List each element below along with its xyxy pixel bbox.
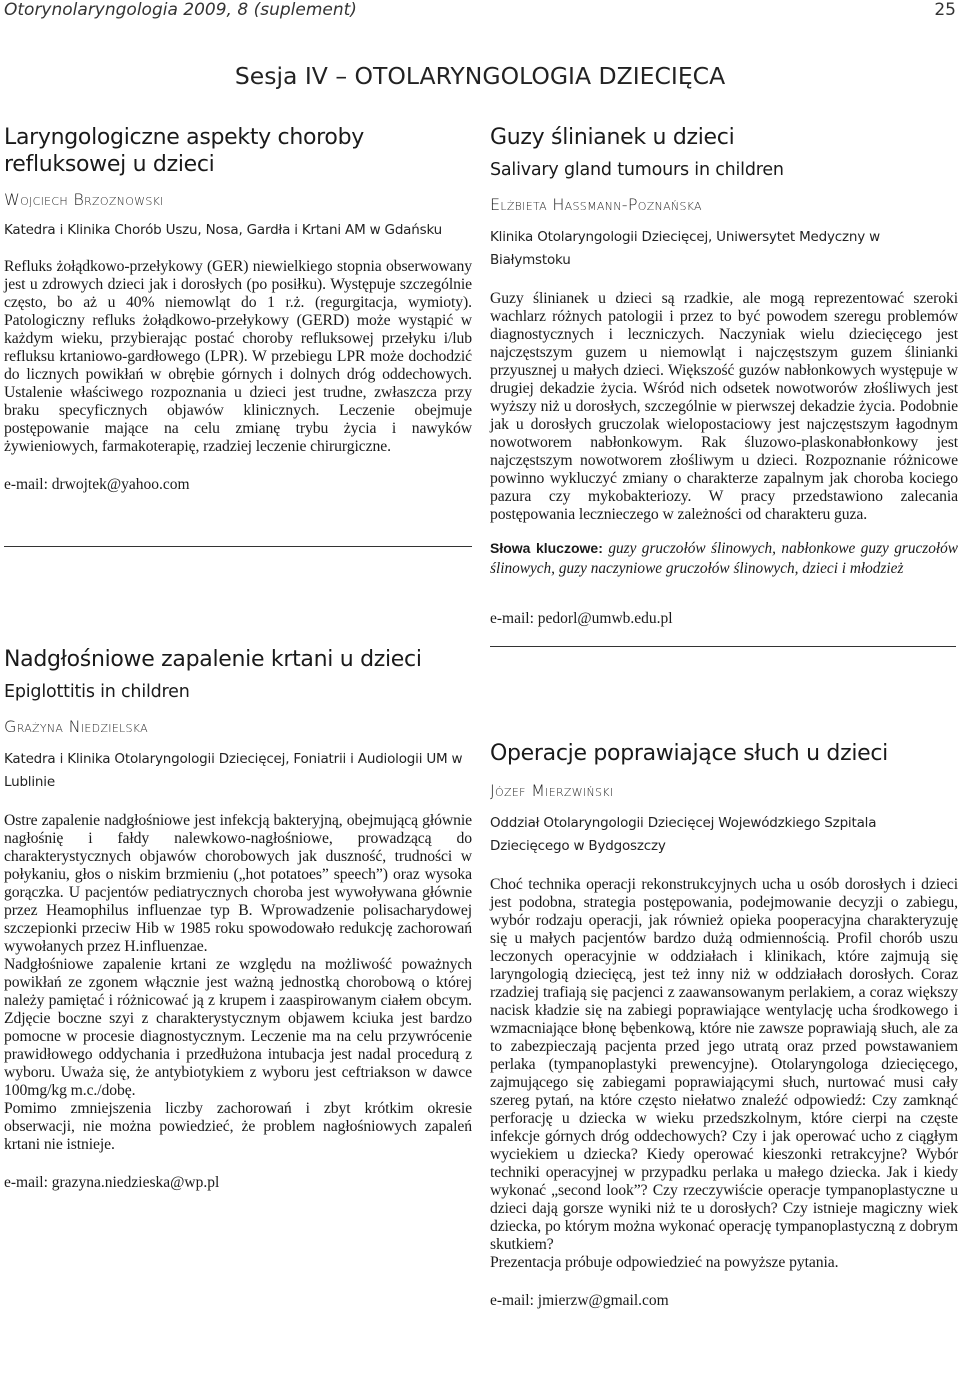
author-email: e-mail: drwojtek@yahoo.com (4, 476, 190, 493)
article-abstract (4, 258, 472, 456)
article-abstract (490, 876, 958, 1272)
abstract-paragraph: Refluks żołądkowo-przełykowy (GER) niewielkiego stopnia obserwowany jest u zdrowych dzieci jak i dorosłych (po posiłku). Występuje szczególnie często, bo aż u 40% niemowląt do 1 r.ż. (regurgitacja, wymioty). Patologiczny refluks żołądkowo-przełykowy (GERD) może wystąpić w każdym wieku, przybierając postać choroby refluksowej przełyku i/lub refluksu krtaniowo-gardłowego (LPR). W przebiegu LPR może dochodzić do licznych powikłań w obrębie górnych i dolnych dróg oddechowych. Ustalenie właściwego rozpoznania u dzieci jest trudne, zwłaszcza przy braku specyficznych objawów klinicznych. Leczenie obejmuje postępowanie mające na celu zmianę trybu życia i nawyków żywieniowych, farmakoterapię, rzadziej leczenie chirurgiczne. (4, 258, 472, 455)
article-title: Nadgłośniowe zapalenie krtani u dzieci (4, 647, 422, 672)
journal-citation: Otorynolaryngologia 2009, 8 (suplement) (4, 0, 357, 20)
keywords-label: Słowa kluczowe: (490, 540, 603, 556)
article-title: Laryngologiczne aspekty choroby refluksowej u dzieci (4, 125, 364, 177)
session-heading: Sesja IV – OTOLARYNGOLOGIA DZIECIĘCA (234, 62, 726, 90)
article-abstract (4, 812, 472, 1154)
article-epiglottitis (4, 646, 472, 1192)
article-english-title: Epiglottitis in children (4, 682, 190, 702)
article-author: Wojciech Brzoznowski (4, 190, 164, 209)
article-author: Elżbieta Hassmann-Poznańska (490, 195, 702, 214)
article-affiliation: Klinika Otolaryngologii Dziecięcej, Uniwersytet Medyczny w Białymstoku (490, 229, 880, 268)
article-hearing-surgery (490, 740, 958, 1310)
article-title: Guzy ślinianek u dzieci (490, 125, 735, 150)
running-header (0, 0, 960, 26)
article-divider (490, 646, 956, 647)
abstract-paragraph: Nadgłośniowe zapalenie krtani ze względu na możliwość poważnych powikłań ze zgonem włącznie jest ważną jednostką chorobową o której należy pamiętać i różnicować ją z krupem i zaaspirowanym ciałem obcym. Zdjęcie boczne szyi z charakterystycznym objawem kciuka jest bardzo pomocne w procesie diagnostycznym. Leczenie ma na celu przywrócenie prawidłowego oddychania i przedłużona intubacja jest nadal procedurą z wyboru. Uważa się, że antybiotykiem z wyboru jest ceftriakson w dawce 100mg/kg m.c./dobę. (4, 956, 472, 1099)
article-keywords (490, 538, 958, 579)
article-salivary (490, 124, 958, 579)
abstract-paragraph: Prezentacja próbuje odpowiedzieć na powyższe pytania. (490, 1254, 839, 1271)
abstract-paragraph: Ostre zapalenie nadgłośniowe jest infekcją bakteryjną, obejmującą głównie nagłośnię i fałdy nalewkowo-nagłośniowe, prowadzącą do charakterystycznych objawów chorobowych jak duszność, trudności w połykaniu, głos o niskim brzmieniu („hot potatoes” speech”) oraz wysoka gorączka. U pacjentów pediatrycznych choroba jest wywoływana głównie przez Heamophilus influenzae typ B. Wprowadzenie polisacharydowej szczepionki przeciw Hib w 1985 roku spowodowało redukcję zachorowań wywołanych przez H.influenzae. (4, 812, 472, 955)
author-email: e-mail: jmierzw@gmail.com (490, 1292, 669, 1309)
abstract-paragraph: Guzy ślinianek u dzieci są rzadkie, ale mogą reprezentować szeroki wachlarz różnych patologii i przez to być powodem szeregu problemów diagnostycznych i leczniczych. Naczyniak wielu dziecięcego jest najczęstszym guzem u niemowląt i najczęstszym guzem ślinianki przyusznej u małych dzieci. Większość guzów nabłonkowych występuje w drugiej dekadzie życia. Wśród nich odsetek nowotworów złośliwych jest wyższy niż u dorosłych, szczególnie w pierwszej dekadzie życia. Podobnie jak u dorosłych gruczolak wielopostaciowy jest najczęstszym łagodnym nowotworem nabłonkowym. Rak śluzowo-plaskonabłonkowy jest najczęstszym nowotworem złośliwym u dzieci. Rozpoznanie różnicowe powinno wykluczyć zmiany o charakterze zapalnym jak choroba kociego pazura czy mykobakteriozy. W pracy przedstawiono zalecania postępowania lecznieczego w zależności od charakteru guza. (490, 290, 958, 523)
article-english-title: Salivary gland tumours in children (490, 160, 784, 180)
article-affiliation: Katedra i Klinika Chorób Uszu, Nosa, Gardła i Krtani AM w Gdańsku (4, 222, 443, 238)
article-abstract (490, 290, 958, 524)
article-title: Operacje poprawiające słuch u dzieci (490, 741, 888, 766)
keywords-text: guzy gruczołów ślinowych, nabłonkowe guzy gruczołów ślinowych, guzy naczyniowe gruczołów ślinowych, dzieci i młodzież (490, 540, 959, 577)
article-gerd (4, 124, 472, 494)
page-number: 25 (934, 0, 956, 20)
abstract-paragraph: Pomimo zmniejszenia liczby zachorowań i zbyt krótkim okresie obserwacji, nie można powiedzieć, że problem nagłośniowych zapaleń krtani nie istnieje. (4, 1100, 472, 1153)
article-affiliation: Katedra i Klinika Otolaryngologii Dziecięcej, Foniatrii i Audiologii UM w Lublinie (4, 751, 463, 790)
abstract-paragraph: Choć technika operacji rekonstrukcyjnych ucha u osób dorosłych i dzieci jest podobna, strategia postępowania, podejmowanie decyzji o zabiegu, wybór rodzaju operacji, jak również opieka pooperacyjna charakteryzuję się u małych pacjentów bardzo dużą odmiennością. Profil chorób uszu leczonych operacyjnie w oddziałach i klinikach, które zajmują się laryngologią dziecięcą, jest też inny niż w oddziałach dorosłych. Coraz rzadziej trafiają się pacjenci z zaawansowanym perlakiem, a coraz większy nacisk kładzie się na zabiegi poprawiające wentylację ucha środkowego i wzmacniające błonę bębenkową, które nie zawsze poprawiają słuch, ale za to zabezpieczają pacjenta przed jego utratą oraz przed powstawaniem perlaka (tympanoplastyki prewencyjne). Otolaryngologa dziecięcego, zajmującego się zabiegami poprawiającymi słuch, nurtować musi cały szereg pytań, na które często niełatwo znaleźć odpowiedź: Czy zamknąć perforację u dziecka w wieku przedszkolnym, które cierpi na częste infekcje górnych dróg oddechowych? Czy i jak operować ucho z ciągłym wyciekiem u dziecka? Kiedy operować kieszonki retrakcyjne? Wybór techniki operacyjnej w przypadku perlaka u małego dziecka. Jak i kiedy wykonać „second look”? Czy rzeczywiście operacje tympanoplastyczne u dzieci dają gorsze wyniki niż te u dorosłych? Czy istnieje magiczny wiek dziecka, po którym można wykonać operację tympanoplastyczną z dobrym skutkiem? (490, 876, 958, 1253)
article-author: Grażyna Niedzielska (4, 717, 148, 736)
author-email: e-mail: pedorl@umwb.edu.pl (490, 610, 673, 627)
article-author: Józef Mierzwiński (490, 781, 614, 800)
article-divider (4, 546, 472, 547)
author-email: e-mail: grazyna.niedzieska@wp.pl (4, 1174, 220, 1191)
article-affiliation: Oddział Otolaryngologii Dziecięcej Wojewódzkiego Szpitala Dziecięcego w Bydgoszczy (490, 815, 877, 854)
